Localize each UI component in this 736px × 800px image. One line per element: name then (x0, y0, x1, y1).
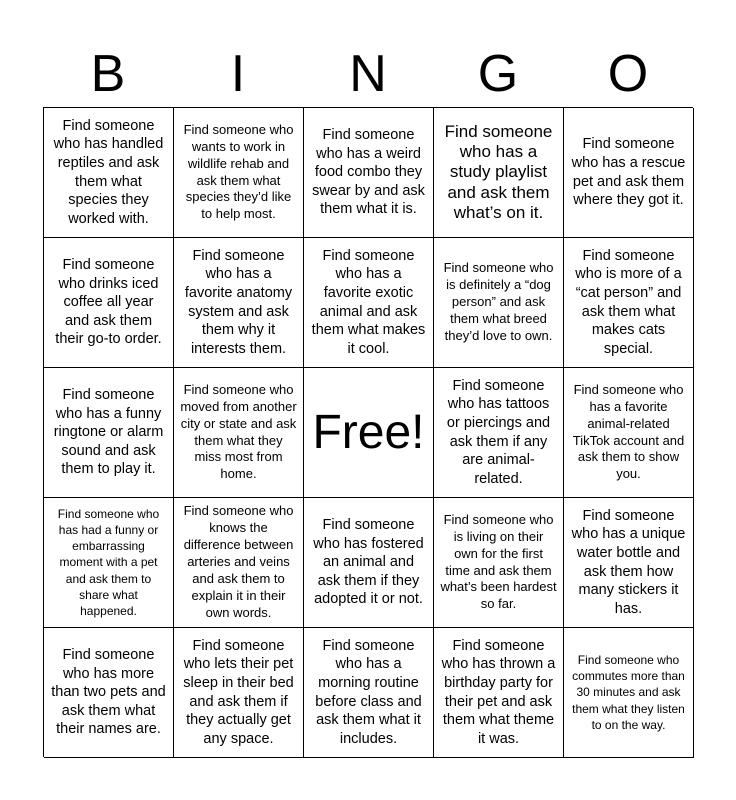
bingo-header (43, 40, 693, 108)
bingo-cell: Find someone who has a study playlist and ask them what’s on it. (434, 108, 564, 238)
bingo-cell: Find someone who has a funny ringtone or alarm sound and ask them to play it. (44, 368, 174, 498)
header-letter-n: N (349, 45, 387, 103)
bingo-cell: Find someone who has a weird food combo they swear by and ask them what it is. (304, 108, 434, 238)
bingo-cell: Find someone who is definitely a “dog person” and ask them what breed they’d love to own. (434, 238, 564, 368)
free-space: Free! (304, 368, 434, 498)
bingo-cell: Find someone who has fostered an animal and ask them if they adopted it or not. (304, 498, 434, 628)
bingo-cell: Find someone who has thrown a birthday party for their pet and ask them what theme it was. (434, 628, 564, 758)
bingo-cell: Find someone who has more than two pets and ask them what their names are. (44, 628, 174, 758)
bingo-cell: Find someone who has had a funny or embarrassing moment with a pet and ask them to share what happened. (44, 498, 174, 628)
bingo-cell: Find someone who has handled reptiles and ask them what species they worked with. (44, 108, 174, 238)
bingo-cell: Find someone who knows the difference between arteries and veins and ask them to explain it in their own words. (174, 498, 304, 628)
header-letter-b: B (90, 45, 126, 103)
bingo-cell: Find someone who has a unique water bottle and ask them how many stickers it has. (564, 498, 694, 628)
bingo-cell: Find someone who is more of a “cat person” and ask them what makes cats special. (564, 238, 694, 368)
bingo-cell: Find someone who wants to work in wildlife rehab and ask them what species they’d like to help most. (174, 108, 304, 238)
bingo-board (43, 107, 693, 757)
header-letter-i: I (230, 45, 246, 103)
bingo-cell: Find someone who lets their pet sleep in their bed and ask them if they actually get any space. (174, 628, 304, 758)
bingo-cell: Find someone who has a rescue pet and ask them where they got it. (564, 108, 694, 238)
bingo-cell: Find someone who is living on their own for the first time and ask them what’s been hardest so far. (434, 498, 564, 628)
bingo-cell: Find someone who commutes more than 30 minutes and ask them what they listen to on the way. (564, 628, 694, 758)
bingo-cell: Find someone who moved from another city or state and ask them what they miss most from home. (174, 368, 304, 498)
bingo-cell: Find someone who drinks iced coffee all year and ask them their go-to order. (44, 238, 174, 368)
bingo-cell: Find someone who has a favorite exotic animal and ask them what makes it cool. (304, 238, 434, 368)
bingo-cell: Find someone who has tattoos or piercings and ask them if any are animal-related. (434, 368, 564, 498)
bingo-cell: Find someone who has a morning routine before class and ask them what it includes. (304, 628, 434, 758)
header-letter-o: O (607, 45, 649, 103)
bingo-cell: Find someone who has a favorite anatomy system and ask them why it interests them. (174, 238, 304, 368)
header-letter-g: G (477, 45, 519, 103)
bingo-cell: Find someone who has a favorite animal-related TikTok account and ask them to show you. (564, 368, 694, 498)
